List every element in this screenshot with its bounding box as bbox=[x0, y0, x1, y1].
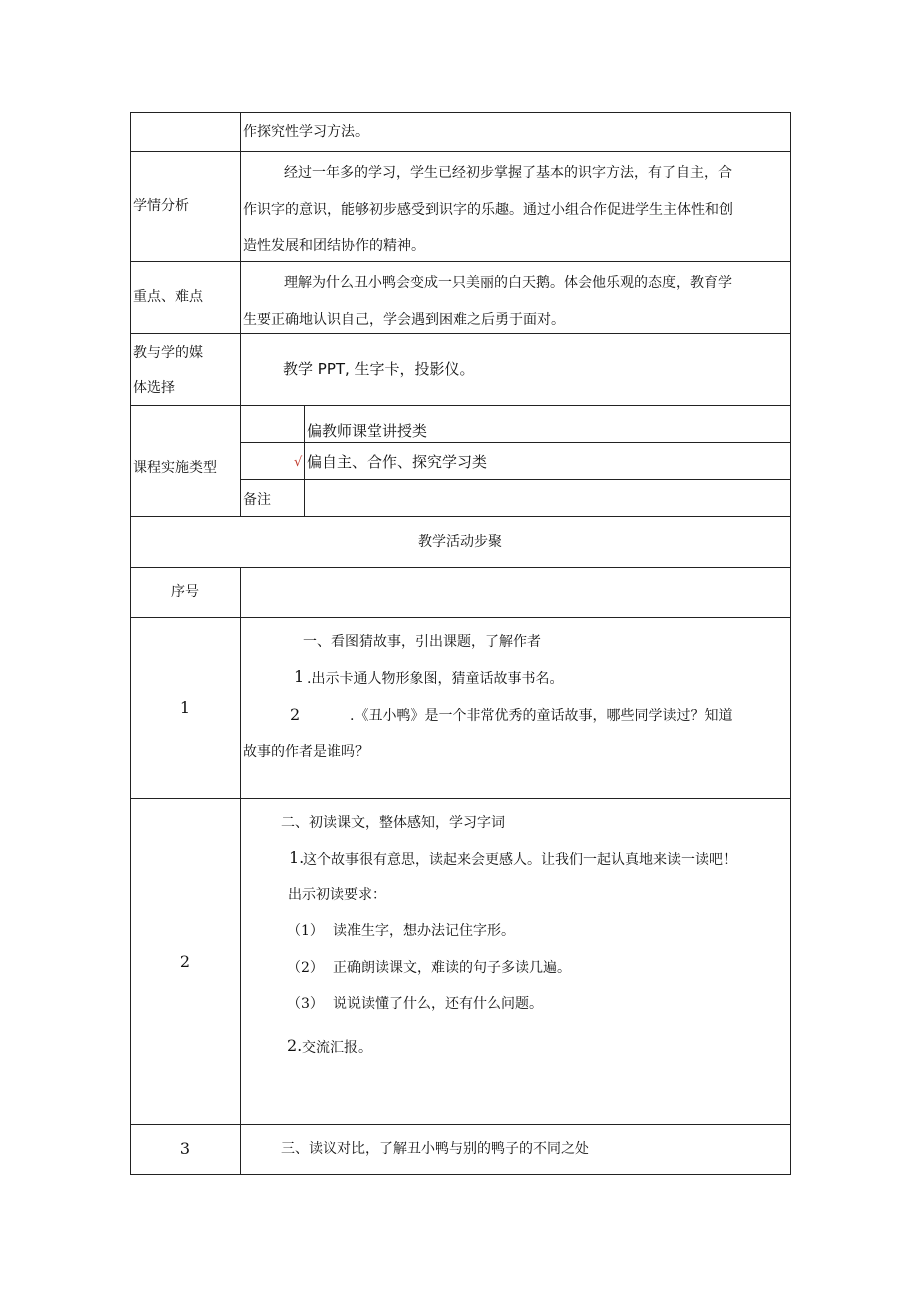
column-divider bbox=[240, 567, 241, 1175]
row-divider bbox=[130, 333, 790, 334]
step-1-number: 1 bbox=[179, 698, 191, 717]
step-2-req-2-text: 正确朗读课文，难读的句子多读几遍。 bbox=[333, 960, 571, 976]
row-divider bbox=[130, 567, 790, 568]
meiti-label-line-2: 体选择 bbox=[133, 380, 175, 396]
step-2-number: 2 bbox=[179, 952, 191, 971]
step-1-item-1-number: 1 bbox=[294, 667, 305, 686]
row-divider bbox=[240, 442, 790, 443]
table-border-top bbox=[130, 112, 790, 113]
step-2-req-2-number: （2） bbox=[287, 960, 324, 976]
step-1-item-2-number: 2 bbox=[290, 705, 301, 724]
row-divider bbox=[130, 798, 790, 799]
row-divider bbox=[130, 261, 790, 262]
row-divider bbox=[130, 151, 790, 152]
top-row-text: 作探究性学习方法。 bbox=[243, 124, 369, 140]
meiti-label-line-1: 教与学的媒 bbox=[133, 345, 203, 361]
xueqing-line-3: 造性发展和团结协作的精神。 bbox=[243, 238, 425, 254]
step-2-req-1-text: 读准生字，想办法记住字形。 bbox=[333, 923, 515, 939]
step-1-item-1-text: .出示卡通人物形象图，猜童话故事书名。 bbox=[307, 671, 564, 687]
step-2-item-2-number: 2. bbox=[287, 1036, 303, 1055]
step-3-title: 三、读议对比，了解丑小鸭与别的鸭子的不同之处 bbox=[281, 1141, 589, 1157]
step-2-req-3-number: （3） bbox=[287, 996, 324, 1012]
row-divider bbox=[240, 479, 790, 480]
row-divider bbox=[130, 405, 790, 406]
step-1-title: 一、看图猜故事，引出课题，了解作者 bbox=[303, 634, 541, 650]
step-2-title: 二、初读课文，整体感知，学习字词 bbox=[281, 815, 505, 831]
zhongdian-label: 重点、难点 bbox=[133, 289, 203, 305]
kecheng-option-1: 偏教师课堂讲授类 bbox=[307, 422, 428, 440]
row-divider bbox=[130, 617, 790, 618]
column-divider bbox=[240, 112, 241, 517]
meiti-content: 教学 PPT, 生字卡，投影仪。 bbox=[283, 360, 475, 378]
table-border-left bbox=[130, 112, 131, 1175]
table-border-bottom bbox=[130, 1174, 790, 1175]
step-2-req-1-number: （1） bbox=[287, 923, 324, 939]
xueqing-line-2: 作识字的意识，能够初步感受到识字的乐趣。通过小组合作促进学生主体性和创 bbox=[243, 202, 733, 218]
step-2-item-1-text: 这个故事很有意思，读起来会更感人。让我们一起认真地来读一读吧！ bbox=[303, 852, 737, 868]
kecheng-option-2: 偏自主、合作、探究学习类 bbox=[307, 453, 488, 471]
step-2-req-3-text: 说说读懂了什么，还有什么问题。 bbox=[333, 996, 543, 1012]
steps-title: 教学活动步聚 bbox=[418, 534, 502, 550]
xuhao-label: 序号 bbox=[171, 584, 199, 600]
column-divider bbox=[304, 405, 305, 517]
xueqing-line-1: 经过一年多的学习，学生已经初步掌握了基本的识字方法，有了自主，合 bbox=[284, 165, 732, 181]
check-mark-icon: √ bbox=[294, 455, 303, 470]
table-border-right bbox=[790, 112, 791, 1175]
step-1-item-2-text: .《丑小鸭》是一个非常优秀的童话故事，哪些同学读过？知道 bbox=[350, 708, 733, 724]
step-3-number: 3 bbox=[179, 1139, 191, 1158]
xueqing-label: 学情分析 bbox=[133, 198, 189, 214]
row-divider bbox=[130, 1124, 790, 1125]
zhongdian-line-2: 生要正确地认识自己，学会遇到困难之后勇于面对。 bbox=[243, 312, 565, 328]
zhongdian-line-1: 理解为什么丑小鸭会变成一只美丽的白天鹅。体会他乐观的态度，教育学 bbox=[284, 275, 732, 291]
step-2-requirements-heading: 出示初读要求： bbox=[288, 887, 386, 903]
step-2-item-1-number: 1. bbox=[289, 848, 305, 867]
step-2-item-2-text: 交流汇报。 bbox=[302, 1040, 372, 1056]
kecheng-label: 课程实施类型 bbox=[133, 460, 217, 476]
step-1-item-2-continuation: 故事的作者是谁吗？ bbox=[243, 744, 369, 760]
row-divider bbox=[130, 516, 790, 517]
beizhu-label: 备注 bbox=[243, 492, 271, 508]
